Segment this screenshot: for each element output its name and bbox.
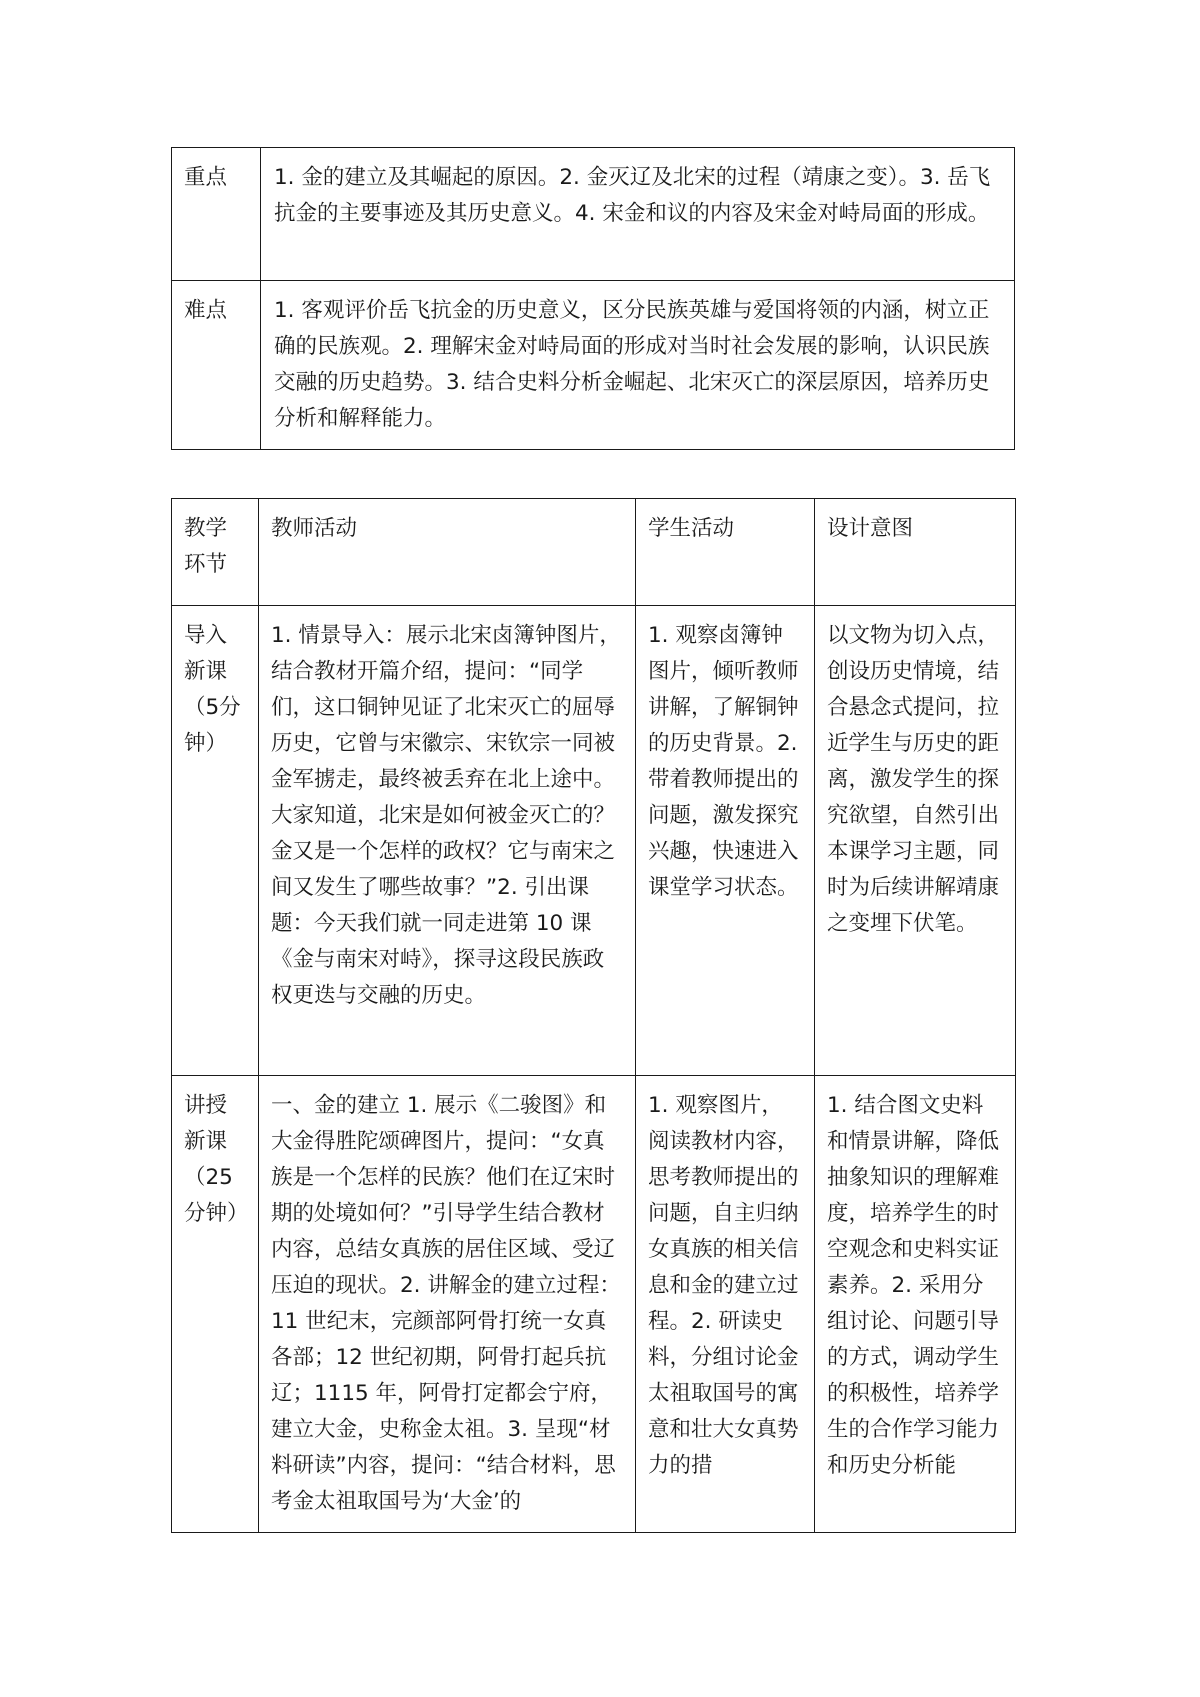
teacher-activity-cell: 1. 情景导入：展示北宋卤簿钟图片，结合教材开篇介绍，提问：“同学们，这口铜钟见证了北宋灭亡的屈辱历史，它曾与宋徽宗、宋钦宗一同被金军掳走，最终被丢弃在北上途中。大家知道，北宋是如何被金灭亡的？金又是一个怎样的政权？它与南宋之间又发生了哪些故事？”2. 引出课题：今天我们就一同走进第 10 课《金与南宋对峙》，探寻这段民族政权更迭与交融的历史。 [259,606,636,1076]
stage-cell: 导入新课（5分钟） [172,606,259,1076]
teaching-process-table [171,498,1016,1533]
header-design-intent: 设计意图 [815,499,1016,606]
table-row [172,148,1015,281]
design-intent-cell: 1. 结合图文史料和情景讲解，降低抽象知识的理解难度，培养学生的时空观念和史料实证素养。2. 采用分组讨论、问题引导的方式，调动学生的积极性，培养学生的合作学习能力和历史分析能 [815,1076,1016,1533]
key-points-content: 1. 金的建立及其崛起的原因。2. 金灭辽及北宋的过程（靖康之变）。3. 岳飞抗金的主要事迹及其历史意义。4. 宋金和议的内容及宋金对峙局面的形成。 [261,148,1015,281]
difficult-points-content: 1. 客观评价岳飞抗金的历史意义，区分民族英雄与爱国将领的内涵，树立正确的民族观。2. 理解宋金对峙局面的形成对当时社会发展的影响，认识民族交融的历史趋势。3. 结合史料分析金崛起、北宋灭亡的深层原因，培养历史分析和解释能力。 [261,281,1015,450]
header-teaching-stage: 教学环节 [172,499,259,606]
student-activity-cell: 1. 观察卤簿钟图片，倾听教师讲解，了解铜钟的历史背景。2. 带着教师提出的问题，激发探究兴趣，快速进入课堂学习状态。 [636,606,815,1076]
stage-cell: 讲授新课（25 分钟） [172,1076,259,1533]
header-teacher-activity: 教师活动 [259,499,636,606]
key-points-label: 重点 [172,148,261,281]
difficult-points-label: 难点 [172,281,261,450]
table-header-row [172,499,1016,606]
table-row [172,1076,1016,1533]
student-activity-cell: 1. 观察图片，阅读教材内容，思考教师提出的问题，自主归纳女真族的相关信息和金的建立过程。2. 研读史料，分组讨论金太祖取国号的寓意和壮大女真势力的措 [636,1076,815,1533]
header-student-activity: 学生活动 [636,499,815,606]
teacher-activity-cell: 一、金的建立 1. 展示《二骏图》和大金得胜陀颂碑图片，提问：“女真族是一个怎样的民族？他们在辽宋时期的处境如何？”引导学生结合教材内容，总结女真族的居住区域、受辽压迫的现状。2. 讲解金的建立过程：11 世纪末，完颜部阿骨打统一女真各部；12 世纪初期，阿骨打起兵抗辽；1115 年，阿骨打定都会宁府，建立大金，史称金太祖。3. 呈现“材料研读”内容，提问：“结合材料，思考金太祖取国号为‘大金’的 [259,1076,636,1533]
design-intent-cell: 以文物为切入点，创设历史情境，结合悬念式提问，拉近学生与历史的距离，激发学生的探究欲望，自然引出本课学习主题，同时为后续讲解靖康之变埋下伏笔。 [815,606,1016,1076]
table-row [172,606,1016,1076]
table-row [172,281,1015,450]
focus-difficulty-table [171,147,1015,450]
